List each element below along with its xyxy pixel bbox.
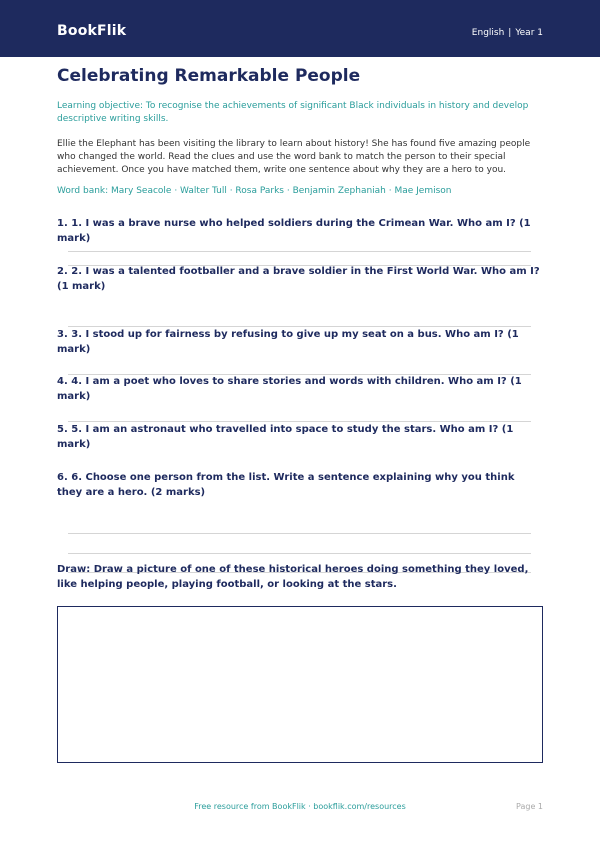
draw-prompt: Draw: Draw a picture of one of these historical heroes doing something they loved, like helping people, playing football, or looking at the stars. bbox=[57, 564, 529, 590]
answer-line-6b[interactable] bbox=[68, 553, 531, 554]
drawing-area[interactable] bbox=[57, 606, 543, 763]
header-bar bbox=[0, 0, 600, 57]
answer-line-2[interactable] bbox=[68, 265, 531, 266]
question-3: 3. 3. I stood up for fairness by refusing to give up my seat on a bus. Who am I? (1 mark) bbox=[57, 329, 519, 355]
question-1: 1. 1. I was a brave nurse who helped soldiers during the Crimean War. Who am I? (1 mark) bbox=[57, 218, 531, 244]
question-6: 6. 6. Choose one person from the list. Write a sentence explaining why you think they are a hero. (2 marks) bbox=[57, 472, 515, 498]
brand-logo-text: BookFlik bbox=[57, 23, 127, 39]
answer-line-6a[interactable] bbox=[68, 533, 531, 534]
footer-text: Free resource from BookFlik · bookflik.com/resources bbox=[194, 802, 406, 811]
question-2: 2. 2. I was a talented footballer and a brave soldier in the First World War. Who am I? (1 mark) bbox=[57, 266, 540, 292]
subject-label: English bbox=[471, 28, 505, 38]
question-5: 5. 5. I am an astronaut who travelled into space to study the stars. Who am I? (1 mark) bbox=[57, 424, 514, 450]
answer-line-3[interactable] bbox=[68, 326, 531, 327]
intro-text: Ellie the Elephant has been visiting the library to learn about history! She has found five amazing people who changed the world. Read the clues and use the word bank to match the person to their special achievement. Once you have matched them, write one sentence about why they are a hero to you. bbox=[57, 139, 531, 175]
answer-line-4[interactable] bbox=[68, 374, 531, 375]
word-bank: Word bank: Mary Seacole · Walter Tull · Rosa Parks · Benjamin Zephaniah · Mae Jemison bbox=[57, 186, 452, 196]
answer-line-1[interactable] bbox=[68, 251, 531, 252]
page-title: Celebrating Remarkable People bbox=[57, 66, 361, 86]
header-meta bbox=[472, 28, 543, 38]
answer-line-5[interactable] bbox=[68, 421, 531, 422]
page-number: Page 1 bbox=[516, 802, 543, 811]
year-label: Year 1 bbox=[515, 28, 543, 38]
learning-objective: Learning objective: To recognise the achievements of significant Black individuals in history and develop descriptive writing skills. bbox=[57, 101, 529, 124]
question-4: 4. 4. I am a poet who loves to share stories and words with children. Who am I? (1 mark) bbox=[57, 376, 522, 402]
header-separator: | bbox=[508, 28, 512, 38]
